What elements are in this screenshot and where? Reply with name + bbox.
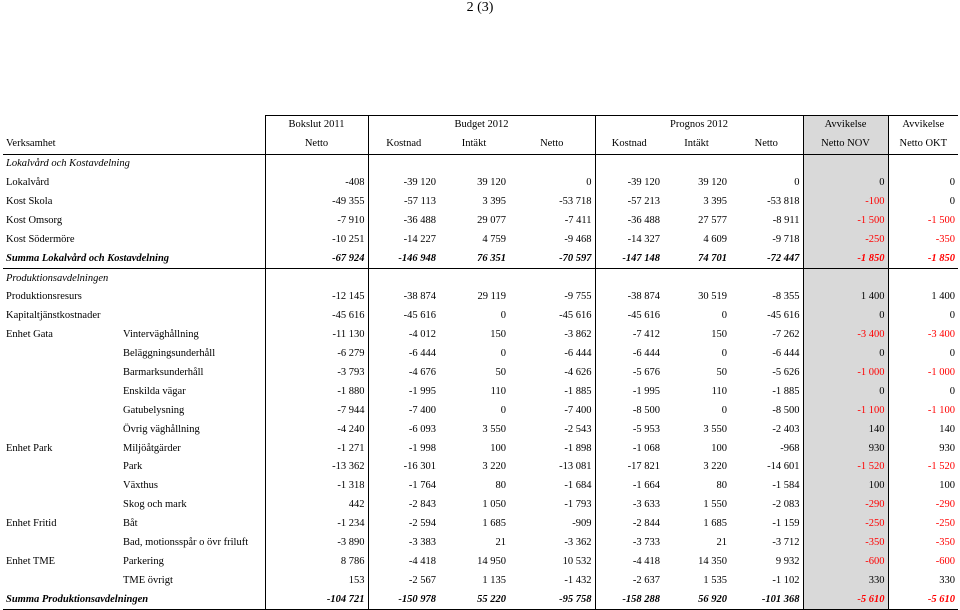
cell-value: -8 500: [772, 404, 800, 416]
row-activity: [120, 211, 265, 230]
cell-value: -1 520: [803, 458, 888, 477]
table-row: [3, 288, 958, 307]
row-activity: Gatubelysning: [123, 404, 185, 416]
row-unit: Lokalvård: [6, 177, 50, 189]
cell-value: 150: [711, 329, 728, 341]
table-row: [3, 477, 958, 496]
cell-value: -909: [572, 518, 592, 530]
cell-value: -4 240: [265, 420, 368, 439]
cell-value: -1 995: [595, 382, 663, 401]
cell-value: -1 234: [265, 515, 368, 534]
row-unit: Kost Skola: [6, 196, 53, 207]
cell-value: -1 764: [368, 477, 439, 496]
cell-value: 1 400: [931, 291, 956, 303]
cell-value: 1 050: [482, 499, 506, 511]
cell-value: -38 874: [368, 288, 439, 307]
budget-table: [3, 115, 958, 610]
cell-value: -39 120: [595, 174, 663, 193]
header-budget-kostnad: Kostnad: [368, 135, 439, 154]
cell-value: -6 444: [368, 345, 439, 364]
cell-value: 0: [949, 310, 956, 322]
cell-value: 0: [500, 348, 506, 360]
row-unit: [3, 401, 120, 420]
table-row: [3, 326, 958, 345]
row-unit: [3, 534, 120, 553]
table-row: [3, 307, 958, 326]
cell-value: -4 418: [595, 552, 663, 571]
header-budget-netto: Netto: [509, 135, 595, 154]
row-unit: [3, 496, 120, 515]
cell-value: -1 664: [595, 477, 663, 496]
cell-value: -3 383: [368, 534, 439, 553]
cell-value: -13 081: [559, 461, 592, 473]
cell-value: 74 701: [663, 249, 730, 268]
cell-value: 76 351: [439, 249, 509, 268]
table-row: [3, 496, 958, 515]
cell-value: -2 543: [564, 423, 592, 435]
row-unit: [3, 345, 120, 364]
cell-value: 110: [711, 385, 728, 397]
row-unit: [3, 477, 120, 496]
row-activity: [120, 174, 265, 193]
cell-value: 4 609: [703, 233, 728, 245]
cell-value: 21: [495, 537, 506, 549]
cell-value: 1 685: [482, 518, 506, 530]
row-unit: Enhet Park: [6, 442, 53, 454]
row-activity: Vinterväghållning: [123, 329, 199, 341]
cell-value: -57 213: [595, 193, 663, 212]
cell-value: 0: [803, 174, 888, 193]
cell-value: -290: [935, 499, 956, 511]
cell-value: -1 159: [772, 518, 800, 530]
cell-value: 100: [711, 442, 728, 454]
cell-value: 3 395: [703, 196, 728, 207]
cell-value: -2 567: [368, 571, 439, 590]
cell-value: -5 953: [595, 420, 663, 439]
row-unit: Enhet Fritid: [6, 518, 57, 530]
cell-value: 153: [265, 571, 368, 590]
cell-value: -1 885: [564, 385, 592, 397]
cell-value: -49 355: [265, 193, 368, 212]
cell-value: -1 100: [927, 404, 956, 416]
row-unit: Enhet TME: [6, 555, 56, 567]
header-netto-nov: Netto NOV: [803, 135, 888, 154]
cell-value: -290: [803, 496, 888, 515]
cell-value: -4 626: [564, 367, 592, 379]
row-unit: [3, 420, 120, 439]
row-unit: Enhet Gata: [6, 329, 53, 341]
cell-value: 0: [721, 310, 728, 322]
cell-value: -7 944: [265, 401, 368, 420]
cell-value: -968: [780, 442, 800, 454]
cell-value: -158 288: [595, 590, 663, 609]
cell-value: 39 120: [477, 177, 506, 189]
cell-value: -2 844: [595, 515, 663, 534]
cell-value: -1 995: [368, 382, 439, 401]
section-header-row: [3, 269, 958, 288]
cell-value: -250: [803, 230, 888, 249]
cell-value: 930: [803, 439, 888, 458]
cell-value: 1 535: [703, 574, 728, 586]
cell-value: 4 759: [482, 233, 506, 245]
cell-value: -100: [803, 193, 888, 212]
cell-value: 80: [495, 480, 506, 492]
cell-value: -350: [935, 233, 956, 245]
cell-value: 1 400: [803, 288, 888, 307]
cell-value: -2 083: [772, 499, 800, 511]
cell-value: 29 119: [477, 291, 506, 303]
cell-value: -8 355: [772, 291, 800, 303]
cell-value: -12 145: [265, 288, 368, 307]
cell-value: -5 610: [803, 590, 888, 609]
header-row-1: [3, 116, 958, 135]
row-activity: Beläggningsunderhåll: [123, 348, 216, 360]
table-row: [3, 174, 958, 193]
row-activity: Växthus: [123, 480, 158, 492]
cell-value: 3 395: [482, 196, 506, 207]
cell-value: -8 911: [772, 214, 800, 226]
cell-value: -104 721: [265, 590, 368, 609]
cell-value: -10 251: [265, 230, 368, 249]
row-activity: TME övrigt: [123, 574, 173, 586]
cell-value: 0: [949, 177, 956, 189]
cell-value: -11 130: [265, 326, 368, 345]
cell-value: -1 318: [265, 477, 368, 496]
cell-value: -2 403: [772, 423, 800, 435]
cell-value: -53 818: [767, 196, 800, 207]
row-unit: [3, 571, 120, 590]
cell-value: 3 550: [482, 423, 506, 435]
cell-value: -2 594: [368, 515, 439, 534]
cell-value: -7 400: [368, 401, 439, 420]
summary-row: [3, 590, 958, 609]
cell-value: -95 758: [509, 590, 595, 609]
cell-value: 0: [949, 385, 956, 397]
row-unit: Produktionsresurs: [6, 291, 82, 303]
table-row: [3, 230, 958, 249]
cell-value: -1 068: [595, 439, 663, 458]
header-budget-2012: Budget 2012: [368, 116, 595, 135]
row-activity: [120, 193, 265, 212]
header-row-2: [3, 135, 958, 154]
cell-value: 442: [265, 496, 368, 515]
cell-value: -6 444: [564, 348, 592, 360]
table-row: [3, 364, 958, 383]
row-activity: Park: [123, 461, 143, 473]
cell-value: 110: [490, 385, 506, 397]
cell-value: -1 100: [803, 401, 888, 420]
summary-label: Summa Lokalvård och Kostavdelning: [3, 249, 265, 268]
cell-value: -3 400: [803, 326, 888, 345]
cell-value: -45 616: [595, 307, 663, 326]
cell-value: -7 262: [772, 329, 800, 341]
cell-value: -1 898: [564, 442, 592, 454]
cell-value: 100: [803, 477, 888, 496]
cell-value: -45 616: [265, 307, 368, 326]
cell-value: 930: [939, 442, 956, 454]
cell-value: -3 733: [595, 534, 663, 553]
header-budget-intakt: Intäkt: [439, 135, 509, 154]
row-activity: Båt: [123, 518, 138, 530]
cell-value: 0: [721, 348, 728, 360]
table-row: [3, 401, 958, 420]
cell-value: 80: [716, 480, 728, 492]
cell-value: -16 301: [368, 458, 439, 477]
cell-value: -53 718: [559, 196, 592, 207]
cell-value: -3 633: [595, 496, 663, 515]
cell-value: -36 488: [595, 211, 663, 230]
cell-value: 0: [500, 404, 506, 416]
summary-row: [3, 249, 958, 268]
header-prognos-intakt: Intäkt: [663, 135, 730, 154]
cell-value: -3 890: [265, 534, 368, 553]
summary-label: Summa Produktionsavdelningen: [3, 590, 265, 609]
table-row: [3, 420, 958, 439]
section-header-row: [3, 154, 958, 173]
row-unit: Kapitaltjänstkostnader: [6, 310, 101, 322]
cell-value: -7 411: [564, 214, 592, 226]
cell-value: -7 412: [595, 326, 663, 345]
row-activity: Övrig väghållning: [123, 423, 200, 435]
cell-value: -70 597: [509, 249, 595, 268]
cell-value: 0: [803, 382, 888, 401]
cell-value: -2 843: [368, 496, 439, 515]
cell-value: 30 519: [698, 291, 728, 303]
table-row: [3, 193, 958, 212]
cell-value: 10 532: [562, 555, 592, 567]
row-unit: Kost Södermöre: [6, 233, 75, 245]
row-activity: [120, 307, 265, 326]
cell-value: -147 148: [595, 249, 663, 268]
cell-value: 140: [939, 423, 956, 435]
cell-value: -1 102: [772, 574, 800, 586]
cell-value: -3 362: [564, 537, 592, 549]
row-unit: Kost Omsorg: [6, 214, 63, 226]
cell-value: -6 093: [368, 420, 439, 439]
cell-value: 9 932: [775, 555, 800, 567]
cell-value: -1 885: [772, 385, 800, 397]
table-row: [3, 382, 958, 401]
cell-value: -14 227: [368, 230, 439, 249]
cell-value: -39 120: [368, 174, 439, 193]
cell-value: 0: [803, 345, 888, 364]
cell-value: -1 000: [927, 367, 956, 379]
header-verksamhet: Verksamhet: [3, 135, 265, 154]
cell-value: -45 616: [767, 310, 800, 322]
cell-value: -350: [803, 534, 888, 553]
cell-value: 1 135: [482, 574, 506, 586]
cell-value: -9 468: [564, 233, 592, 245]
cell-value: 29 077: [477, 214, 506, 226]
cell-value: -6 279: [265, 345, 368, 364]
cell-value: -67 924: [265, 249, 368, 268]
section-title: Produktionsavdelningen: [6, 272, 109, 284]
cell-value: -1 880: [265, 382, 368, 401]
cell-value: -1 271: [265, 439, 368, 458]
cell-value: -250: [935, 518, 956, 530]
cell-value: 100: [939, 480, 956, 492]
cell-value: -36 488: [368, 211, 439, 230]
cell-value: 0: [586, 177, 592, 189]
cell-value: -13 362: [265, 458, 368, 477]
cell-value: 0: [803, 307, 888, 326]
cell-value: 14 350: [698, 555, 728, 567]
cell-value: -408: [265, 174, 368, 193]
cell-value: -45 616: [559, 310, 592, 322]
cell-value: -17 821: [595, 458, 663, 477]
row-unit: [3, 364, 120, 383]
cell-value: -7 400: [564, 404, 592, 416]
header-prognos-netto: Netto: [730, 135, 803, 154]
cell-value: -4 012: [368, 326, 439, 345]
cell-value: -1 432: [564, 574, 592, 586]
cell-value: -1 850: [888, 249, 958, 268]
cell-value: -3 793: [265, 364, 368, 383]
cell-value: -5 676: [595, 364, 663, 383]
cell-value: 14 950: [477, 555, 506, 567]
cell-value: -2 637: [595, 571, 663, 590]
cell-value: -600: [803, 552, 888, 571]
header-netto-bokslut: Netto: [265, 135, 368, 154]
cell-value: 8 786: [265, 552, 368, 571]
header-netto-okt: Netto OKT: [888, 135, 958, 154]
cell-value: -72 447: [730, 249, 803, 268]
cell-value: -101 368: [730, 590, 803, 609]
cell-value: 55 220: [439, 590, 509, 609]
cell-value: 56 920: [663, 590, 730, 609]
cell-value: -5 626: [772, 367, 800, 379]
cell-value: -3 712: [772, 537, 800, 549]
table-row: [3, 345, 958, 364]
row-activity: Skog och mark: [123, 499, 187, 511]
cell-value: 3 220: [703, 461, 728, 473]
cell-value: -9 718: [772, 233, 800, 245]
cell-value: -3 400: [927, 329, 956, 341]
page-number: 2 (3): [466, 0, 494, 15]
cell-value: -14 601: [767, 461, 800, 473]
header-bokslut-2011: Bokslut 2011: [265, 116, 368, 135]
table-row: [3, 439, 958, 458]
row-unit: [3, 382, 120, 401]
header-avvikelse-okt: Avvikelse: [888, 116, 958, 135]
table-row: [3, 515, 958, 534]
cell-value: 1 685: [703, 518, 728, 530]
table-row: [3, 571, 958, 590]
cell-value: -250: [803, 515, 888, 534]
cell-value: 3 220: [482, 461, 506, 473]
row-activity: Bad, motionsspår o övr friluft: [123, 537, 249, 549]
cell-value: -1 584: [772, 480, 800, 492]
cell-value: -4 418: [368, 552, 439, 571]
table-row: [3, 534, 958, 553]
row-activity: Barmarksunderhåll: [123, 367, 204, 379]
header-avvikelse-nov: Avvikelse: [803, 116, 888, 135]
row-unit: [3, 458, 120, 477]
cell-value: 0: [794, 177, 800, 189]
cell-value: -9 755: [564, 291, 592, 303]
cell-value: -57 113: [368, 193, 439, 212]
cell-value: -600: [935, 555, 956, 567]
cell-value: 0: [721, 404, 728, 416]
cell-value: -38 874: [595, 288, 663, 307]
cell-value: -1 793: [564, 499, 592, 511]
cell-value: 27 577: [698, 214, 728, 226]
cell-value: -45 616: [368, 307, 439, 326]
header-prognos-kostnad: Kostnad: [595, 135, 663, 154]
cell-value: -3 862: [564, 329, 592, 341]
row-activity: [120, 288, 265, 307]
row-activity: Enskilda vägar: [123, 385, 186, 397]
header-prognos-2012: Prognos 2012: [595, 116, 803, 135]
cell-value: -4 676: [368, 364, 439, 383]
row-activity: Parkering: [123, 555, 164, 567]
cell-value: 0: [949, 348, 956, 360]
table-row: [3, 211, 958, 230]
cell-value: 100: [490, 442, 506, 454]
cell-value: 50: [495, 367, 506, 379]
cell-value: -7 910: [265, 211, 368, 230]
cell-value: -6 444: [595, 345, 663, 364]
cell-value: -1 500: [803, 211, 888, 230]
cell-value: -1 998: [368, 439, 439, 458]
cell-value: 0: [500, 310, 506, 322]
cell-value: 21: [716, 537, 728, 549]
cell-value: -1 520: [927, 461, 956, 473]
row-activity: [120, 230, 265, 249]
row-activity: Miljöåtgärder: [123, 442, 181, 454]
cell-value: 150: [490, 329, 506, 341]
cell-value: 0: [949, 196, 956, 207]
cell-value: -146 948: [368, 249, 439, 268]
cell-value: 330: [803, 571, 888, 590]
cell-value: -1 000: [803, 364, 888, 383]
cell-value: -350: [935, 537, 956, 549]
table-row: [3, 552, 958, 571]
cell-value: 1 550: [703, 499, 728, 511]
cell-value: 3 550: [703, 423, 728, 435]
cell-value: -1 850: [803, 249, 888, 268]
cell-value: -1 684: [564, 480, 592, 492]
cell-value: 50: [716, 367, 728, 379]
cell-value: -5 610: [888, 590, 958, 609]
cell-value: 330: [939, 574, 956, 586]
cell-value: -1 500: [927, 214, 956, 226]
cell-value: -150 978: [368, 590, 439, 609]
cell-value: -8 500: [595, 401, 663, 420]
cell-value: 39 120: [698, 177, 728, 189]
section-title: Lokalvård och Kostavdelning: [6, 158, 130, 170]
cell-value: -14 327: [595, 230, 663, 249]
cell-value: -6 444: [772, 348, 800, 360]
cell-value: 140: [803, 420, 888, 439]
table-row: [3, 458, 958, 477]
